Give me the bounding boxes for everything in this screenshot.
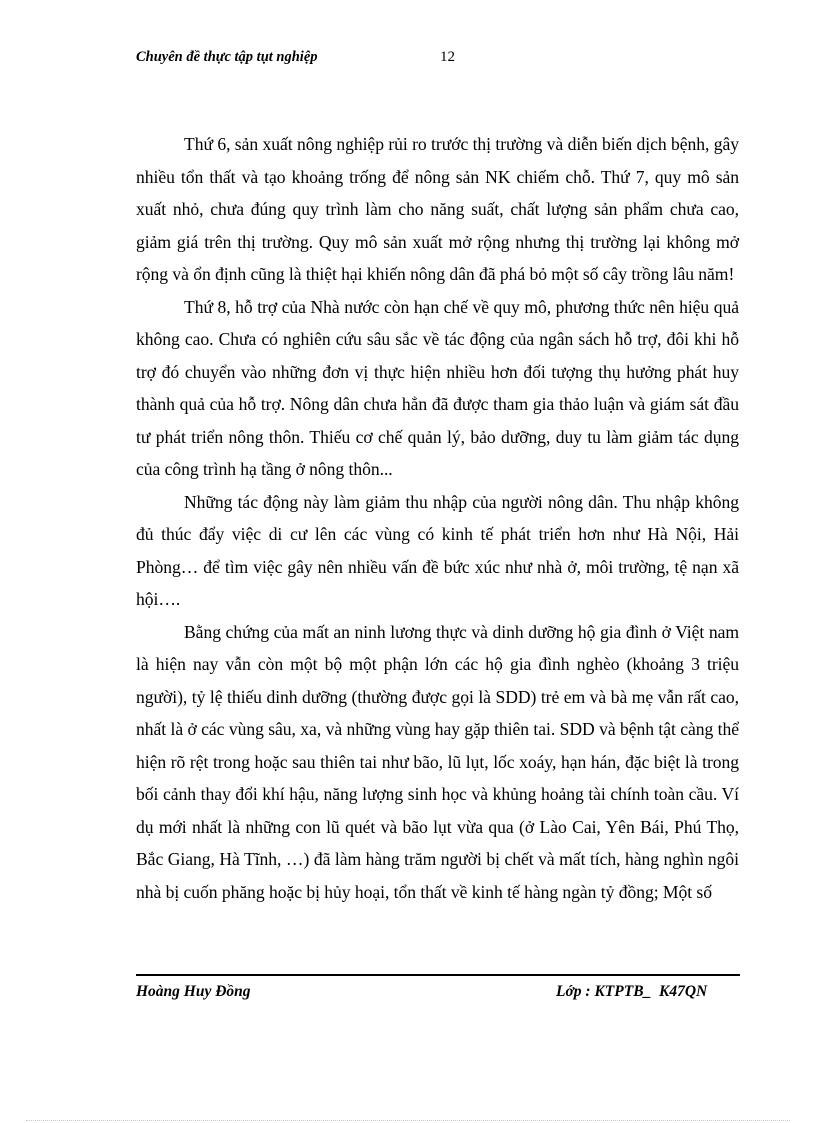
footer-author: Hoàng Huy Đồng [136, 983, 251, 1000]
footer-class: Lớp : KTPTB_ K47QN [556, 983, 708, 1000]
page-number: 12 [440, 49, 455, 65]
page-edge-dotted-line [26, 1120, 790, 1121]
footer-divider [136, 974, 740, 976]
paragraph: Thứ 6, sản xuất nông nghiệp rủi ro trước thị trường và diễn biến dịch bệnh, gây nhiều tổn thất và tạo khoảng trống để nông sản NK chiếm chỗ. Thứ 7, quy mô sản xuất nhỏ, chưa đúng quy trình làm cho năng suất, chất lượng sản phẩm chưa cao, giảm giá trên thị trường. Quy mô sản xuất mở rộng nhưng thị trường lại không mở rộng và ổn định cũng là thiệt hại khiến nông dân đã phá bỏ một số cây trồng lâu năm! [136, 134, 739, 284]
paragraph: Thứ 8, hỗ trợ của Nhà nước còn hạn chế về quy mô, phương thức nên hiệu quả không cao. Chưa có nghiên cứu sâu sắc về tác động của ngân sách hỗ trợ, đôi khi hỗ trợ đó chuyển vào những đơn vị thực hiện nhiều hơn đối tượng thụ hưởng phát huy thành quả của hỗ trợ. Nông dân chưa hẳn đã được tham gia thảo luận và giám sát đầu tư phát triển nông thôn. Thiếu cơ chế quản lý, bảo dưỡng, duy tu làm giảm tác dụng của công trình hạ tầng ở nông thôn... [136, 296, 739, 479]
paragraph: Những tác động này làm giảm thu nhập của người nông dân. Thu nhập không đủ thúc đẩy việc di cư lên các vùng có kinh tế phát triển hơn như Hà Nội, Hải Phòng… để tìm việc gây nên nhiều vấn đề bức xúc như nhà ở, môi trường, tệ nạn xã hội…. [136, 491, 739, 609]
paragraph: Bằng chứng của mất an ninh lương thực và dinh dưỡng hộ gia đình ở Việt nam là hiện nay vẫn còn một bộ một phận lớn các hộ gia đình nghèo (khoảng 3 triệu người), tỷ lệ thiếu dinh dưỡng (thường được gọi là SDD) trẻ em và bà mẹ vẫn rất cao, nhất là ở các vùng sâu, xa, và những vùng hay gặp thiên tai. SDD và bệnh tật càng thể hiện rõ rệt trong hoặc sau thiên tai như bão, lũ lụt, lốc xoáy, hạn hán, đặc biệt là trong bối cảnh thay đổi khí hậu, năng lượng sinh học và khủng hoảng tài chính toàn cầu. Ví dụ mới nhất là những con lũ quét và bão lụt vừa qua (ở Lào Cai, Yên Bái, Phú Thọ, Bắc Giang, Hà Tĩnh, …) đã làm hàng trăm người bị chết và mất tích, hàng nghìn ngôi nhà bị cuốn phăng hoặc bị hủy hoại, tổn thất về kinh tế hàng ngàn tỷ đồng; Một số [136, 621, 739, 902]
document-body [136, 128, 739, 908]
page-header [136, 49, 736, 71]
document-title: Chuyên đề thực tập tụt nghiệp [136, 49, 318, 65]
